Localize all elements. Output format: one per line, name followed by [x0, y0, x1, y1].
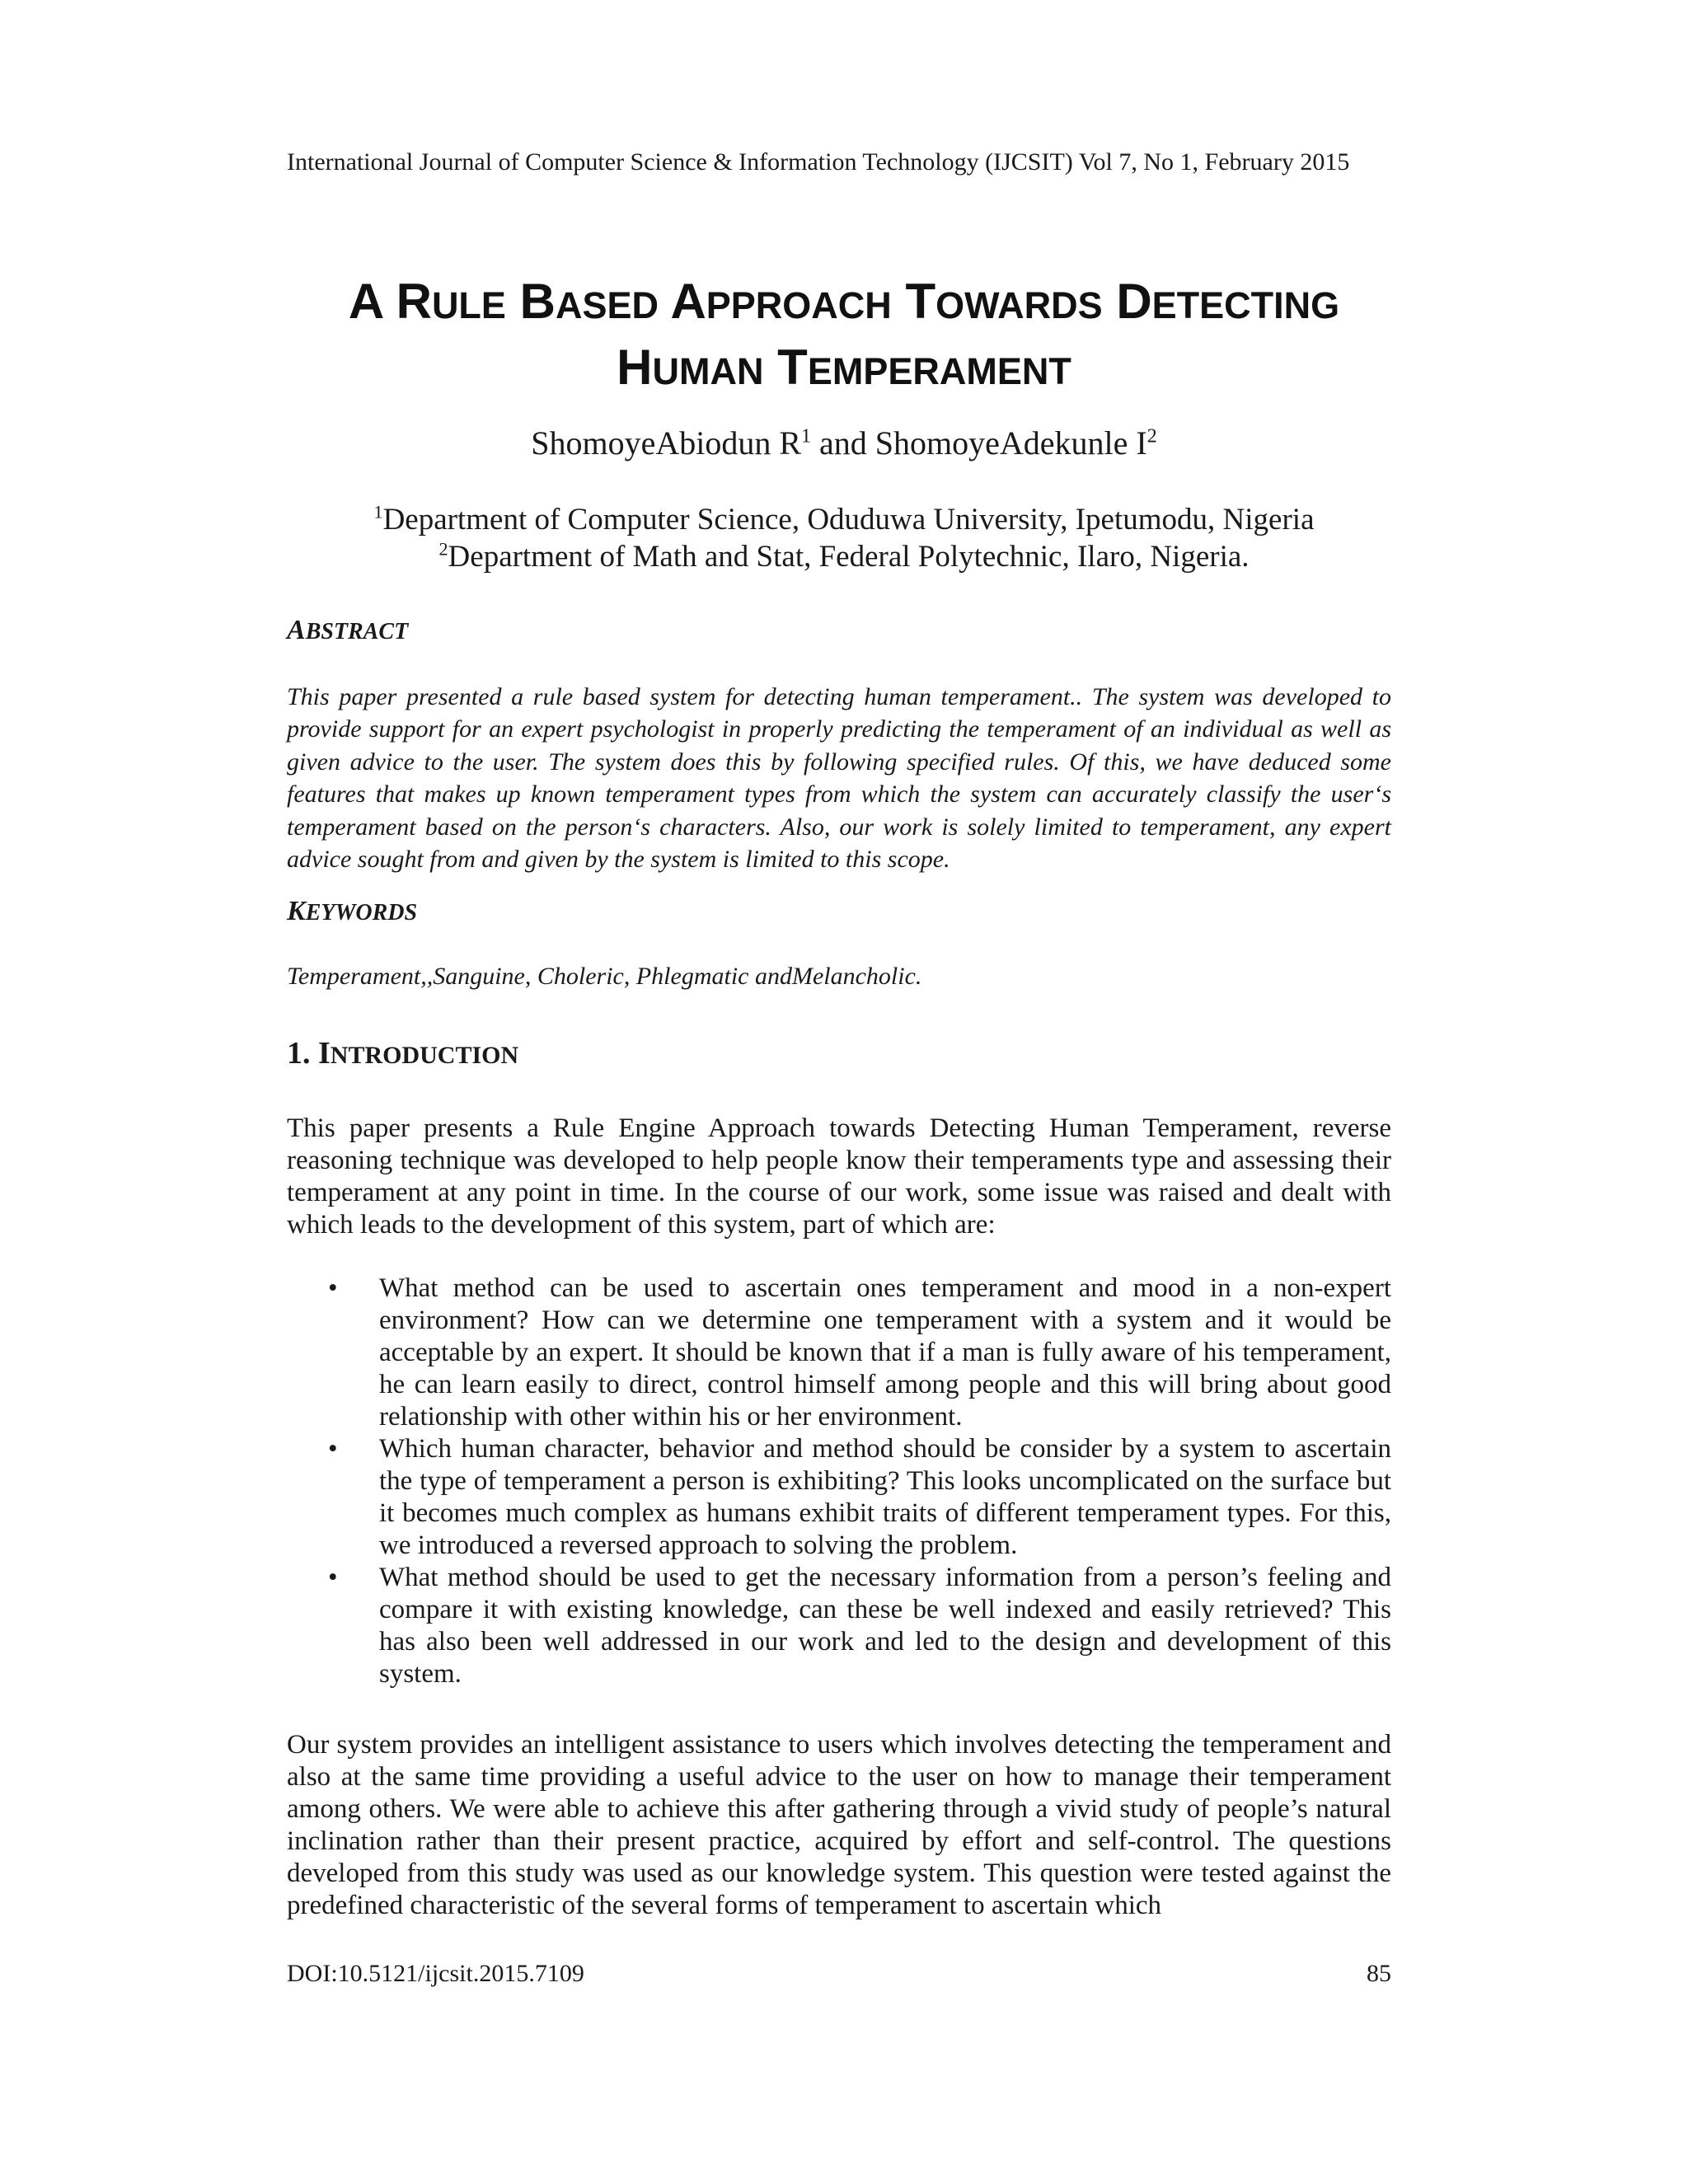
issue-bullet-list: [287, 1272, 1391, 1690]
footer-doi: DOI:10.5121/ijcsit.2015.7109: [287, 1960, 584, 1987]
bullet-icon: •: [328, 1273, 338, 1303]
paper-title: [247, 270, 1441, 402]
title-line-1: [247, 270, 1441, 336]
bullet-icon: •: [328, 1434, 338, 1464]
author-1-sup: 1: [801, 425, 812, 448]
introduction-heading: 1. INTRODUCTION: [287, 1036, 519, 1071]
title-word: BASED: [519, 274, 659, 329]
author-2-sup: 2: [1146, 425, 1157, 448]
author-1: ShomoyeAbiodun R: [531, 424, 802, 462]
bullet-icon: •: [328, 1563, 338, 1592]
list-item: • What method can be used to ascertain ones temperament and mood in a non-expert environment? How can we determine one temperament with a system and it would be acceptable by an expert. It should be known that if a man is fully aware of his temperament, he can learn easily to direct, control himself among people and this will bring about good relationship with other within his or her environment.: [328, 1273, 1391, 1432]
abstract-body: This paper presented a rule based system for detecting human temperament.. The system was developed to provide support for an expert psychologist in properly predicting the temperament of an individual as well as given advice to the user. The system does this by following specified rules. Of this, we have deduced some features that makes up known temperament types from which the system can accurately classify the user‘s temperament based on the person‘s characters. Also, our work is solely limited to temperament, any expert advice sought from and given by the system is limited to this scope.: [287, 683, 1391, 874]
title-word: A: [348, 274, 382, 329]
list-item: • Which human character, behavior and method should be consider by a system to ascertain the type of temperament a person is exhibiting? This looks uncomplicated on the surface but it becomes much complex as humans exhibit traits of different temperament types. For this, we introduced a reversed approach to solving the problem.: [328, 1434, 1391, 1560]
title-line-2: [247, 336, 1441, 402]
running-header: International Journal of Computer Science & Information Technology (IJCSIT) Vol 7, No 1, February 2015: [287, 148, 1350, 176]
title-word: TEMPERAMENT: [777, 340, 1071, 395]
affiliation-2: $^2$Department of Math and Stat, Federal Polytechnic, Ilaro, Nigeria.: [438, 538, 1250, 574]
author-2: ShomoyeAdekunle I: [874, 424, 1147, 462]
abstract-heading: ABSTRACT: [287, 615, 409, 645]
title-word: APPROACH: [670, 274, 892, 329]
title-word: RULE: [396, 274, 506, 329]
intro-paragraph-1: This paper presents a Rule Engine Approach towards Detecting Human Temperament, reverse reasoning technique was developed to help people know their temperaments type and assessing their temperament at any point in time. In the course of our work, some issue was raised and dealt with which leads to the development of this system, part of which are:: [287, 1113, 1391, 1240]
title-word: TOWARDS: [905, 274, 1103, 329]
intro-paragraph-2: Our system provides an intelligent assistance to users which involves detecting the temperament and also at the same time providing a useful advice to the user on how to manage their temperament among others. We were able to achieve this after gathering through a vivid study of people’s natural inclination rather than their present practice, acquired by effort and self-control. The questions developed from this study was used as our knowledge system. This question were tested against the predefined characteristic of the several forms of temperament to ascertain which: [287, 1730, 1391, 1920]
page-number: 85: [1367, 1960, 1391, 1987]
title-word: HUMAN: [617, 340, 764, 395]
author-line: [247, 423, 1441, 464]
affiliation-1: $^1$Department of Computer Science, Oduduwa University, Ipetumodu, Nigeria: [373, 501, 1315, 537]
keywords-heading: KEYWORDS: [287, 896, 418, 926]
title-word: DETECTING: [1116, 274, 1340, 329]
affiliations: [247, 501, 1441, 575]
keywords-body: Temperament,,Sanguine, Choleric, Phlegmatic andMelancholic.: [287, 963, 922, 990]
list-item: • What method should be used to get the necessary information from a person’s feeling and compare it with existing knowledge, can these be well indexed and easily retrieved? This has also been well addressed in our work and led to the design and development of this system.: [328, 1563, 1391, 1689]
author-conjunction: and: [819, 424, 867, 462]
